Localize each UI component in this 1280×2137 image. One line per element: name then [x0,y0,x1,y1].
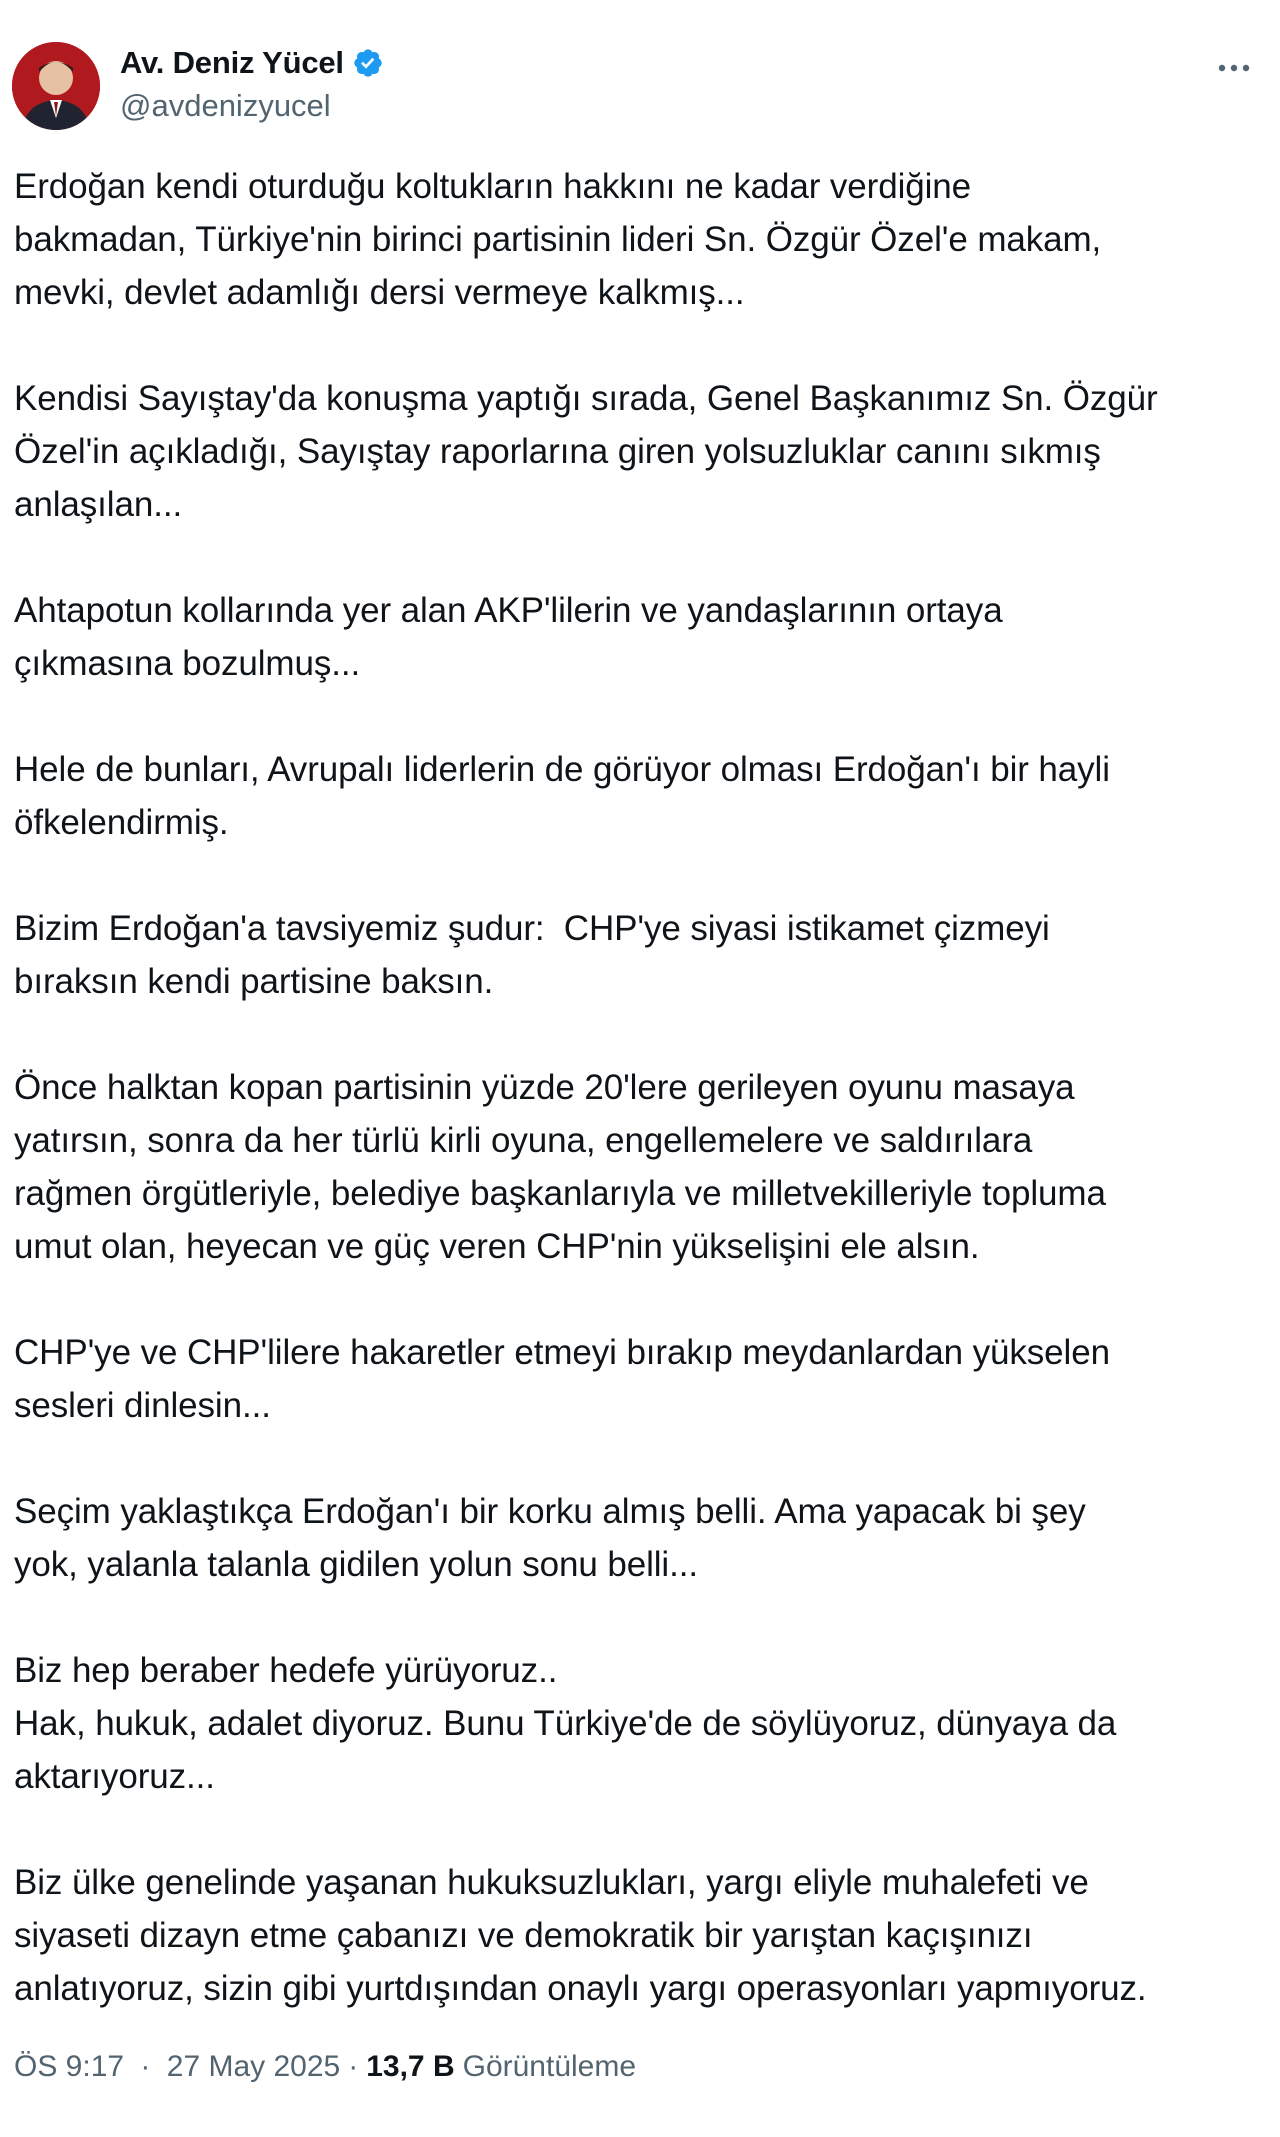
avatar-image [12,42,100,130]
tweet-paragraph: Biz ülke genelinde yaşanan hukuksuzlukları, yargı eliyle muhalefeti ve siyaseti dizayn etme çabanızı ve demokratik bir yarıştan kaçışınızı anlatıyoruz, sizin gibi yurtdışından onaylı yargı operasyonları yapmıyoruz. [14,1863,1147,2008]
more-horizontal-icon [1218,64,1250,72]
tweet-paragraph: Erdoğan kendi oturduğu koltukların hakkını ne kadar verdiğine bakmadan, Türkiye'nin birinci partisinin lideri Sn. Özgür Özel'e makam, mevki, devlet adamlığı dersi vermeye kalkmış... [14,167,1102,312]
tweet-header [12,36,1268,136]
tweet-paragraph: Biz hep beraber hedefe yürüyoruz.. Hak, hukuk, adalet diyoruz. Bunu Türkiye'de de söylüyoruz, dünyaya da aktarıyoruz... [14,1651,1117,1796]
tweet-paragraph: Hele de bunları, Avrupalı liderlerin de görüyor olması Erdoğan'ı bir hayli öfkelendirmiş. [14,750,1110,842]
author-handle[interactable]: @avdenizyucel [120,88,331,123]
display-name-row [120,40,384,86]
meta-separator: · [140,2050,151,2083]
tweet-paragraph: Kendisi Sayıştay'da konuşma yaptığı sırada, Genel Başkanımız Sn. Özgür Özel'in açıkladığı, Sayıştay raporlarına giren yolsuzluklar canını sıkmış anlaşılan... [14,379,1158,524]
views-count[interactable]: 13,7 B [366,2050,455,2083]
tweet-timestamp-link[interactable] [14,2050,340,2084]
tweet-paragraph: Ahtapotun kollarında yer alan AKP'lilerin ve yandaşlarının ortaya çıkmasına bozulmuş... [14,591,1003,683]
meta-separator: · [348,2050,359,2083]
tweet-paragraph: CHP'ye ve CHP'lilere hakaretler etmeyi bırakıp meydanlardan yükselen sesleri dinlesin... [14,1333,1110,1425]
more-options-button[interactable] [1212,50,1256,86]
tweet-meta [14,2050,636,2084]
tweet-paragraph: Bizim Erdoğan'a tavsiyemiz şudur: CHP'ye siyasi istikamet çizmeyi bıraksın kendi partisine baksın. [14,909,1050,1001]
tweet-text [14,160,1264,2015]
tweet-paragraph: Seçim yaklaştıkça Erdoğan'ı bir korku almış belli. Ama yapacak bi şey yok, yalanla talanla gidilen yolun sonu belli... [14,1492,1086,1584]
views-label[interactable]: Görüntüleme [462,2050,637,2083]
author-display-name[interactable]: Av. Deniz Yücel [120,45,344,80]
tweet-date: 27 May 2025 [166,2050,341,2083]
author-names [120,40,384,124]
tweet-paragraph: Önce halktan kopan partisinin yüzde 20'lere gerileyen oyunu masaya yatırsın, sonra da her türlü kirli oyuna, engellemelere ve saldırılara rağmen örgütleriyle, belediye başkanlarıyla ve milletvekilleriyle topluma umut olan, heyecan ve güç veren CHP'nin yükselişini ele alsın. [14,1068,1106,1266]
tweet-time: ÖS 9:17 [14,2050,125,2083]
verified-badge-icon [352,47,384,79]
avatar[interactable] [12,42,100,130]
